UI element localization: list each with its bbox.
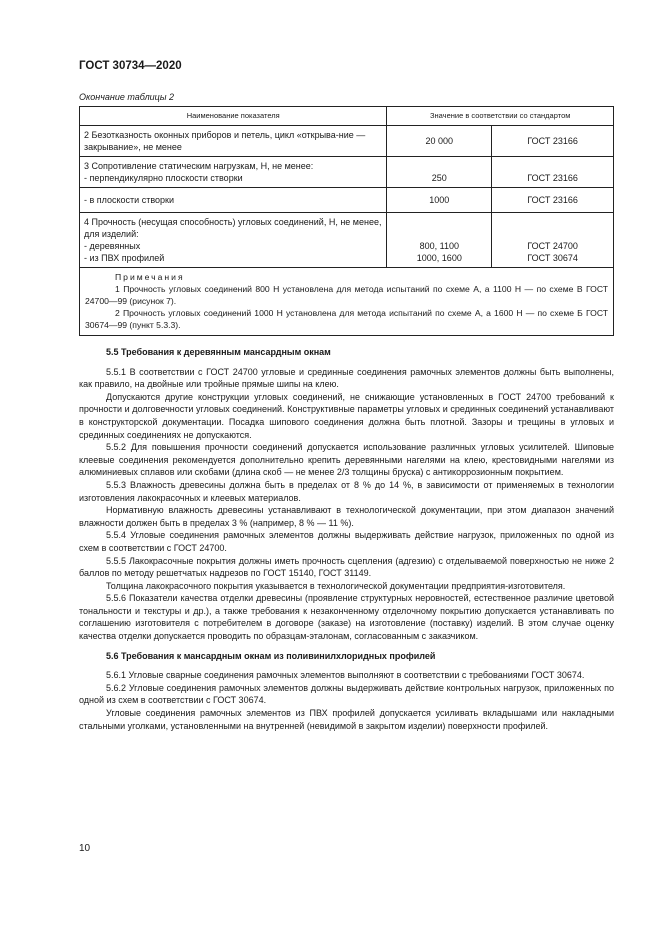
paragraph: Нормативную влажность древесины устанавливают в технологической документации, при этом диапазон значений влажности должен быть в пределах 3 % (например, 8 % — 11 %).: [79, 505, 614, 528]
col-header-name: Наименование показателя: [80, 107, 387, 126]
row-subname: - деревянных: [84, 241, 141, 251]
table-row: [80, 188, 614, 213]
row-value: 1000, 1600: [416, 253, 462, 263]
table-row: [80, 213, 614, 268]
paragraph: Допускаются другие конструкции угловых соединений, не снижающие установленных в ГОСТ 24700 требований к прочности и долговечности угловых соединений. Конструктивные параметры угловых и срединных соединений устанавливают в конструкторской документации. Посадка шипового соединения должна быть плотной. Зазоры и трещины в угловых и срединных соединениях не допускаются.: [79, 391, 614, 440]
section-5-6-title: 5.6 Требования к мансардным окнам из поливинилхлоридных профилей: [106, 650, 436, 661]
row-name: - в плоскости створки: [80, 188, 387, 213]
row-value: 1000: [387, 188, 492, 213]
row-standard: ГОСТ 23166: [492, 188, 614, 213]
row-value-cell: [387, 213, 492, 268]
row-value: 800, 1100: [419, 241, 459, 251]
table-notes-row: [80, 268, 614, 336]
row-name: 3 Сопротивление статическим нагрузкам, Н, не менее:: [84, 161, 314, 171]
row-subname: - перпендикулярно плоскости створки: [84, 173, 243, 183]
body-text: [79, 346, 614, 732]
paragraph: 5.5.6 Показатели качества отделки древесины (проявление структурных неровностей, естественное различие цветовой тональности и текстуры и др.), а также требования к незаконченному отделочному покрытию допускается устанавливать по соглашению изготовителя с потребителем в договоре (заказе) на изготовление (поставку) изделий. В этом случае оценку качества отделки допускается проводить по образцам-эталонам, согласованным с заказчиком.: [79, 593, 614, 642]
row-standard: ГОСТ 24700: [527, 241, 578, 251]
table-caption: Окончание таблицы 2: [79, 92, 174, 102]
requirements-table: [79, 106, 614, 336]
row-name-cell: [80, 157, 387, 188]
document-code: ГОСТ 30734—2020: [79, 60, 182, 72]
row-standard: ГОСТ 23166: [492, 157, 614, 188]
row-value: 20 000: [387, 126, 492, 157]
table-row: [80, 157, 614, 188]
notes-title: Примечания: [115, 272, 185, 282]
row-subname: - из ПВХ профилей: [84, 253, 165, 263]
paragraph: 5.5.5 Лакокрасочные покрытия должны иметь прочность сцепления (адгезию) с отделываемой поверхностью не ниже 2 баллов по методу решетчатых надрезов по ГОСТ 15140, ГОСТ 31149.: [79, 555, 614, 579]
row-standard-cell: [492, 213, 614, 268]
row-name: 4 Прочность (несущая способность) угловых соединений, Н, не менее, для изделий:: [84, 217, 382, 239]
row-name: 2 Безотказность оконных приборов и петель, цикл «открыва-ние — закрывание», не менее: [80, 126, 387, 157]
paragraph: Угловые соединения рамочных элементов из ПВХ профилей допускается усиливать вкладышами или накладными стальными уголками, установленными на внутренней (невидимой в закрытом изделии) поверхности профилей.: [79, 708, 614, 731]
paragraph: 5.5.4 Угловые соединения рамочных элементов должны выдерживать действие нагрузок, приложенных по одной из схем в соответствии с ГОСТ 24700.: [79, 530, 614, 553]
paragraph: 5.6.2 Угловые соединения рамочных элементов должны выдерживать действие контрольных нагрузок, приложенных по одной из схем в соответствии с ГОСТ 30674.: [79, 682, 614, 706]
note-1: 1 Прочность угловых соединений 800 Н установлена для метода испытаний по схеме А, а 1100 Н — по схеме В ГОСТ 24700—99 (рисунок 7).: [85, 284, 608, 306]
table-row: [80, 126, 614, 157]
row-standard: ГОСТ 30674: [527, 253, 578, 263]
paragraph: 5.5.3 Влажность древесины должна быть в пределах от 8 % до 14 %, в зависимости от применяемых в технологии изготовления лакокрасочных и клеевых материалов.: [79, 479, 614, 503]
table-notes: [80, 268, 614, 336]
table-header-row: [80, 107, 614, 126]
row-value: 250: [387, 157, 492, 188]
paragraph: 5.5.1 В соответствии с ГОСТ 24700 угловые и срединные соединения рамочных элементов должны быть выполнены, как правило, на двойные или тройные прямые шипы на клею.: [79, 366, 614, 390]
section-5-5-title: 5.5 Требования к деревянным мансардным окнам: [106, 347, 331, 357]
paragraph: 5.5.2 Для повышения прочности соединений допускается использование различных угловых усилителей. Шиповые клеевые соединения рекомендуется дополнительно крепить деревянными нагелями на клею, крестовидными нагелями из алюминиевых сплавов или скобами (длина скоб — не менее 2/3 толщины бруска) с антикоррозионным покрытием.: [79, 442, 614, 478]
page-number: 10: [79, 843, 91, 854]
note-2: 2 Прочность угловых соединений 1000 Н установлена для метода испытаний по схеме А, а 1600 Н — по схеме Б ГОСТ 30674—99 (пункт 5.3.3).: [85, 308, 608, 330]
row-standard: ГОСТ 23166: [492, 126, 614, 157]
paragraph: Толщина лакокрасочного покрытия указывается в технологической документации предприятия-изготовителя.: [106, 580, 566, 591]
col-header-value: Значение в соответствии со стандартом: [387, 107, 614, 126]
row-name-cell: [80, 213, 387, 268]
paragraph: 5.6.1 Угловые сварные соединения рамочных элементов выполняют в соответствии с требованиями ГОСТ 30674.: [106, 670, 585, 681]
